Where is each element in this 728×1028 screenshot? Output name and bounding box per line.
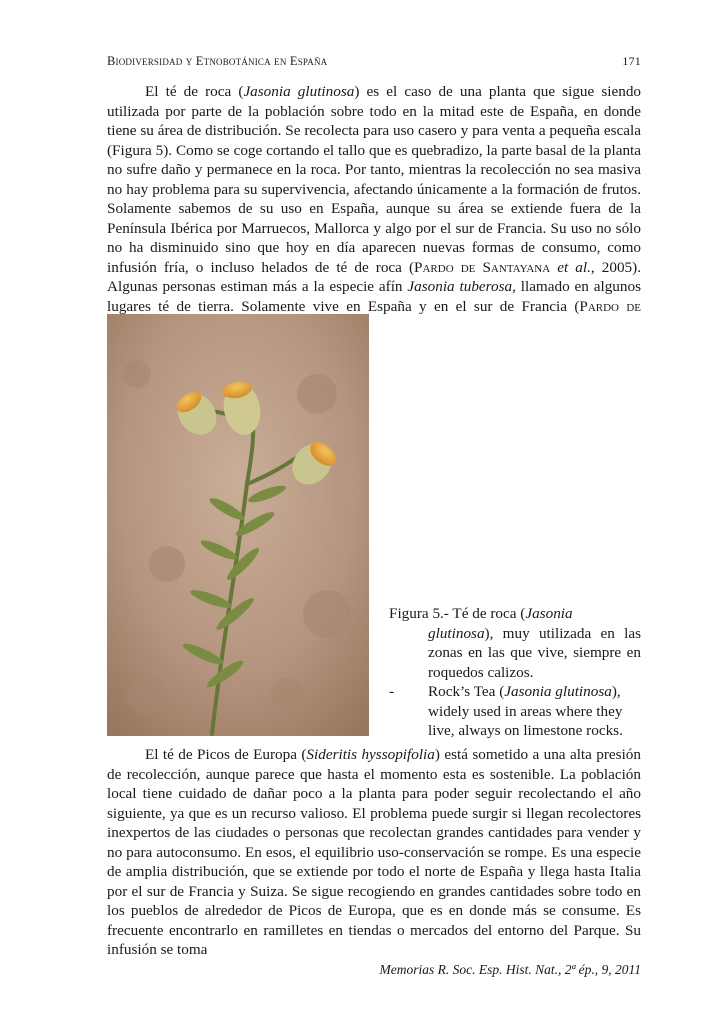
paragraph-sideritis: El té de Picos de Europa (Sideritis hyssopifolia) está sometido a una alta presión de recolección, aunque parece que hasta el momento esta es sostenible. La población local tiene cuidado de dañar poco a la planta para poder seguir recolectando el año siguiente, ya que es un recurso valioso. El problema puede surgir si llegan recolectores inexpertos de las ciudades o personas que recolectan grandes cantidades para vender y no para autoconsumo. En esos, el equilibrio uso-conservación se rompe. Es una especie de amplia distribución, que se extiende por todo el norte de España y llega hasta Italia por el sur de Francia y Suiza. Se sigue recogiendo en grandes cantidades sobre todo en los pueblos de alrededor de Picos de Europa, que es en donde más se consume. Es frecuente encontrarlo en ramilletes en tiendas o mercados del entorno del Parque. Su infusión se toma bbox=[107, 746, 641, 958]
caption-english: - Rock’s Tea (Jasonia glutinosa), widely used in areas where they live, always on limestone rocks. bbox=[389, 683, 623, 739]
paragraph-jasonia: El té de roca (Jasonia glutinosa) es el caso de una planta que sigue siendo utilizada por parte de la población sobre todo en la mitad este de España, en donde tiene su área de distribución. Se recolecta para uso casero y para venta a pequeña escala (Figura 5). Como se coge cortando el tallo que es quebradizo, la parte basal de la planta no sufre daño y permanece en la roca. Por tanto, mientras la recolección no sea masiva no hay problema para su supervivencia, afectando únicamente a la formación de frutos. Solamente sabemos de su uso en España, aunque su área se extiende fuera de la Península Ibérica por Marruecos, Mallorca y algo por el sur de Francia. Su uso no sólo no ha disminuido sino que hoy en día aparecen nuevas formas de consumo, como infusión fría, o incluso helados de té de roca (Pardo de Santayana et al., 2005). Algunas personas estiman más a la especie afín Jasonia tuberosa, llamado en algunos lugares té de tierra. Solamente vive en España y en el sur de Francia (Pardo de bbox=[107, 82, 641, 336]
caption-label: Figura 5.- bbox=[389, 605, 449, 622]
citation-author: Pardo de bbox=[579, 297, 641, 315]
figure-caption bbox=[389, 604, 641, 741]
caption-spanish-cont: glutinosa), muy utilizada en las zonas en las que vive, siempre en roquedos calizos. bbox=[428, 624, 641, 681]
journal-footer: Memorias R. Soc. Esp. Hist. Nat., 2ª ép., 9, 2011 bbox=[379, 962, 641, 977]
running-header bbox=[107, 54, 641, 69]
page-number: 171 bbox=[622, 54, 641, 68]
figure-photo-jasonia bbox=[107, 314, 369, 736]
citation-author: Pardo de Santayana bbox=[414, 258, 551, 276]
running-title: Biodiversidad y Etnobotánica en España bbox=[107, 54, 328, 68]
caption-spanish: Figura 5.- Té de roca (Jasonia bbox=[389, 605, 573, 622]
